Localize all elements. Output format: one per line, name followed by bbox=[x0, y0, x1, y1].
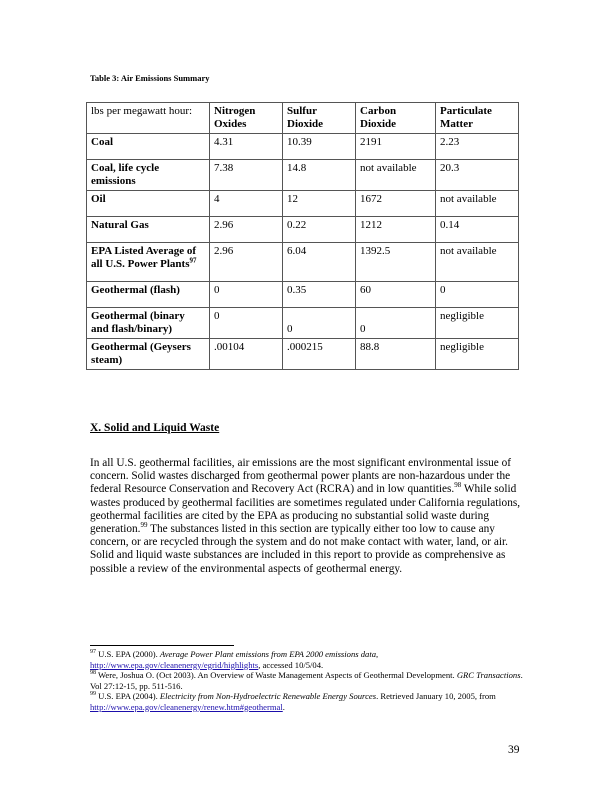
footnote-text: . bbox=[282, 701, 285, 712]
footnote-link[interactable]: http://www.epa.gov/cleanenergy/renew.htm#geothermal bbox=[90, 701, 283, 712]
footnote-97 bbox=[90, 649, 523, 670]
cell-co2: 0 bbox=[356, 308, 436, 339]
footnote-text: Were, Joshua O. (Oct 2003). An Overview of Waste Management Aspects of Geothermal Development. bbox=[96, 670, 457, 680]
footnote-ref-97: 97 bbox=[189, 256, 197, 265]
footnote-number: 97 bbox=[90, 649, 96, 656]
section-heading: X. Solid and Liquid Waste bbox=[90, 422, 220, 434]
row-label: Geothermal (Geysers steam) bbox=[87, 339, 210, 370]
table-header-row bbox=[87, 103, 519, 134]
cell-nox: 7.38 bbox=[210, 160, 283, 191]
footnote-text: . Retrieved January 10, 2005, from bbox=[376, 691, 496, 701]
footnote-title: Average Power Plant emissions from EPA 2000 emissions data bbox=[159, 649, 377, 659]
header-carbon-dioxide: Carbon Dioxide bbox=[356, 103, 436, 134]
header-nitrogen-oxides: Nitrogen Oxides bbox=[210, 103, 283, 134]
cell-nox: 4.31 bbox=[210, 134, 283, 160]
paragraph-text-3: The substances listed in this section are typically either too low to cause any concern, or are recycled through the system and do not make contact with water, land, or air. Solid and liquid waste substances are included in this report to provide as comprehensive as possible a review of the environmental aspects of geothermal energy. bbox=[90, 523, 509, 575]
cell-pm: not available bbox=[436, 191, 519, 217]
row-label: Natural Gas bbox=[87, 217, 210, 243]
footnote-ref-98: 98 bbox=[454, 481, 462, 490]
cell-nox: 0 bbox=[210, 282, 283, 308]
table-row bbox=[87, 282, 519, 308]
footnote-text: , accessed 10/5/04. bbox=[258, 659, 324, 670]
header-particulate-matter: Particulate Matter bbox=[436, 103, 519, 134]
paragraph-text-1: In all U.S. geothermal facilities, air emissions are the most significant environmental issue of concern. Solid wastes discharged from geothermal power plants are non-hazardous under the federal Resource Conservation and Recovery Act (RCRA) and in low quantities. bbox=[90, 457, 512, 496]
table-row bbox=[87, 134, 519, 160]
table-row bbox=[87, 339, 519, 370]
table-row bbox=[87, 217, 519, 243]
footnote-text: . Vol 27:12-15, pp. 511-516. bbox=[90, 670, 523, 691]
row-label: Coal bbox=[87, 134, 210, 160]
cell-so2: 0.35 bbox=[283, 282, 356, 308]
cell-co2: 1212 bbox=[356, 217, 436, 243]
row-label: Coal, life cycle emissions bbox=[87, 160, 210, 191]
cell-so2: 10.39 bbox=[283, 134, 356, 160]
cell-so2: 0 bbox=[283, 308, 356, 339]
cell-pm: 0.14 bbox=[436, 217, 519, 243]
page-number: 39 bbox=[508, 744, 520, 756]
row-label bbox=[87, 243, 210, 282]
row-label: Oil bbox=[87, 191, 210, 217]
cell-nox: 2.96 bbox=[210, 217, 283, 243]
row-label: Geothermal (binary and flash/binary) bbox=[87, 308, 210, 339]
table-row bbox=[87, 191, 519, 217]
cell-so2: 12 bbox=[283, 191, 356, 217]
cell-so2: 6.04 bbox=[283, 243, 356, 282]
cell-pm: negligible bbox=[436, 308, 519, 339]
header-units-label: lbs per megawatt hour: bbox=[87, 103, 210, 134]
cell-so2: 14.8 bbox=[283, 160, 356, 191]
cell-nox: 0 bbox=[210, 308, 283, 339]
footnote-title: GRC Transactions bbox=[456, 670, 521, 680]
row-label: Geothermal (flash) bbox=[87, 282, 210, 308]
cell-pm: 20.3 bbox=[436, 160, 519, 191]
table-row bbox=[87, 160, 519, 191]
cell-co2: 88.8 bbox=[356, 339, 436, 370]
cell-nox: 2.96 bbox=[210, 243, 283, 282]
body-paragraph bbox=[90, 457, 523, 576]
header-sulfur-dioxide: Sulfur Dioxide bbox=[283, 103, 356, 134]
cell-co2: 60 bbox=[356, 282, 436, 308]
footnote-number: 99 bbox=[90, 691, 96, 698]
footnote-99 bbox=[90, 691, 523, 712]
footnotes bbox=[90, 649, 523, 712]
footnote-divider bbox=[90, 645, 234, 646]
footnote-number: 98 bbox=[90, 670, 96, 677]
table-title: Table 3: Air Emissions Summary bbox=[90, 73, 210, 83]
cell-co2: 1392.5 bbox=[356, 243, 436, 282]
footnote-ref-99: 99 bbox=[140, 521, 148, 530]
footnote-98 bbox=[90, 670, 523, 691]
cell-pm: 0 bbox=[436, 282, 519, 308]
cell-so2: .000215 bbox=[283, 339, 356, 370]
cell-pm: 2.23 bbox=[436, 134, 519, 160]
cell-co2: not available bbox=[356, 160, 436, 191]
footnote-text: U.S. EPA (2000). bbox=[96, 649, 160, 659]
footnote-text: U.S. EPA (2004). bbox=[96, 691, 160, 701]
cell-nox: .00104 bbox=[210, 339, 283, 370]
footnote-text: , bbox=[376, 649, 379, 659]
cell-so2: 0.22 bbox=[283, 217, 356, 243]
cell-pm: not available bbox=[436, 243, 519, 282]
table-row bbox=[87, 308, 519, 339]
row-label-text: EPA Listed Average of all U.S. Power Plants bbox=[91, 245, 196, 270]
cell-pm: negligible bbox=[436, 339, 519, 370]
cell-nox: 4 bbox=[210, 191, 283, 217]
table-row bbox=[87, 243, 519, 282]
footnote-link[interactable]: http://www.epa.gov/cleanenergy/egrid/highlights bbox=[90, 659, 259, 670]
air-emissions-table bbox=[86, 102, 519, 370]
cell-co2: 2191 bbox=[356, 134, 436, 160]
footnote-title: Electricity from Non-Hydroelectric Renewable Energy Sources bbox=[159, 691, 377, 701]
cell-co2: 1672 bbox=[356, 191, 436, 217]
paragraph-text-2: While solid wastes produced by geothermal facilities are sometimes regulated under California regulations, geothermal facilities are cited by the EPA as producing no substantial solid waste during generation. bbox=[90, 483, 521, 536]
